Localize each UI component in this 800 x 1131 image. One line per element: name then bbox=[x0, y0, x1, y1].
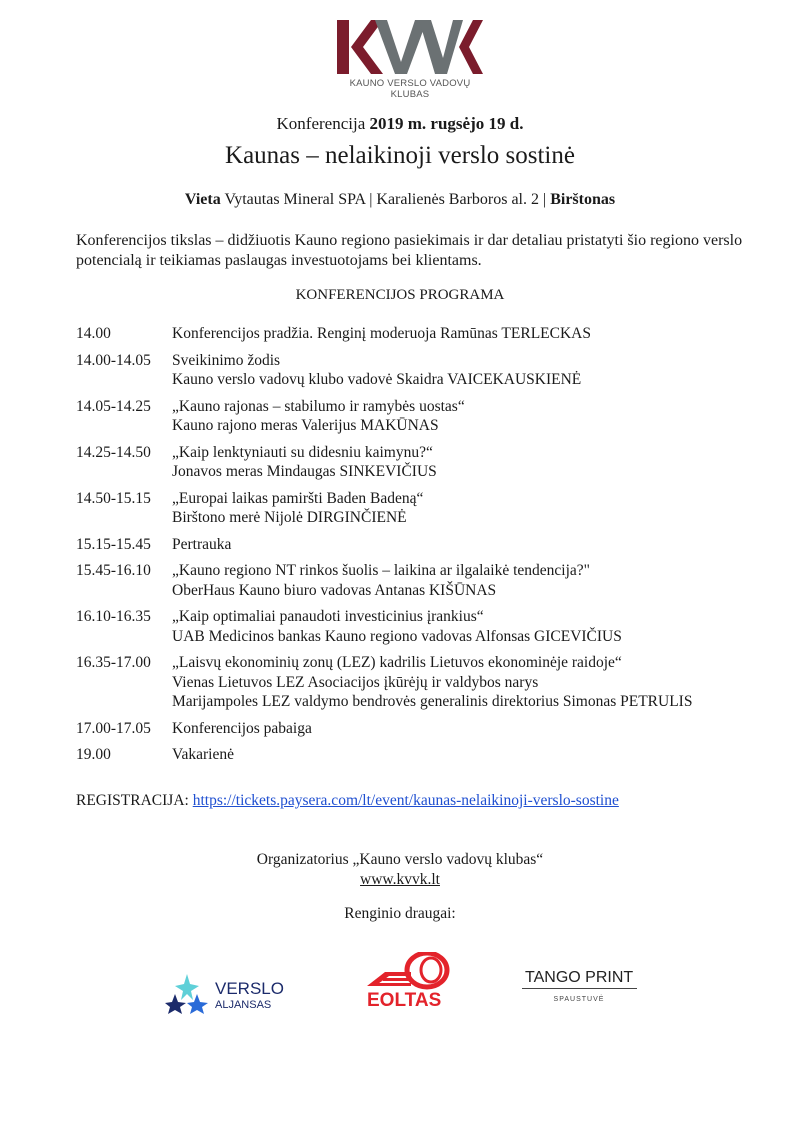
page-title: Kaunas – nelaikinoji verslo sostinė bbox=[225, 142, 575, 169]
agenda-line: „Europai laikas pamiršti Baden Badeną“ bbox=[172, 489, 424, 507]
agenda-description bbox=[172, 351, 776, 390]
agenda-line: Kauno rajono meras Valerijus MAKŪNAS bbox=[172, 417, 439, 434]
agenda-description bbox=[172, 607, 776, 646]
agenda-row bbox=[76, 535, 776, 555]
kvvk-logo-mark bbox=[335, 18, 485, 76]
agenda-description bbox=[172, 653, 776, 712]
agenda-row bbox=[76, 324, 776, 344]
agenda-line: Vienas Lietuvos LEZ Asociacijos įkūrėjų ir valdybos narys bbox=[172, 673, 539, 691]
agenda-description bbox=[172, 719, 776, 739]
agenda-row bbox=[76, 719, 776, 739]
friends-label: Renginio draugai: bbox=[344, 905, 456, 922]
agenda-list bbox=[76, 324, 776, 772]
agenda-time: 17.00-17.05 bbox=[76, 719, 151, 737]
agenda-time: 14.50-15.15 bbox=[76, 489, 151, 507]
agenda-line: OberHaus Kauno biuro vadovas Antanas KIŠŪNAS bbox=[172, 581, 497, 599]
agenda-description bbox=[172, 561, 776, 600]
sponsor-sub: ALJANSAS bbox=[215, 999, 272, 1011]
agenda-line: Marijampoles LEZ valdymo bendrovės generalinis direktorius Simonas PETRULIS bbox=[172, 693, 693, 710]
agenda-line: Birštono merė Nijolė DIRGINČIENĖ bbox=[172, 509, 407, 526]
agenda-time: 14.25-14.50 bbox=[76, 443, 151, 461]
agenda-line: Pertrauka bbox=[172, 535, 232, 553]
registration-label: REGISTRACIJA: bbox=[76, 792, 189, 809]
agenda-row bbox=[76, 397, 776, 436]
agenda-row bbox=[76, 561, 776, 600]
agenda-line: Vakarienė bbox=[172, 746, 234, 763]
agenda-time: 14.00 bbox=[76, 325, 111, 342]
intro-paragraph: Konferencijos tikslas – didžiuotis Kauno regiono pasiekimais ir dar detaliau pristatyti šio regiono verslo potencialą ir teikiamas paslaugas investuotojams bei klientams. bbox=[76, 232, 743, 269]
conference-date: 2019 m. rugsėjo 19 d. bbox=[369, 114, 524, 133]
organizer-website-link[interactable]: www.kvvk.lt bbox=[360, 871, 440, 888]
venue-text: Vytautas Mineral SPA | Karalienės Barboros al. 2 | bbox=[224, 191, 547, 208]
registration-line bbox=[76, 792, 619, 810]
agenda-line: Konferencijos pabaiga bbox=[172, 719, 312, 737]
registration-link[interactable]: https://tickets.paysera.com/lt/event/kaunas-nelaikinoji-verslo-sostine bbox=[192, 792, 619, 809]
agenda-row bbox=[76, 745, 776, 765]
kvvk-logo bbox=[335, 18, 485, 100]
agenda-line: Sveikinimo žodis bbox=[172, 351, 281, 369]
agenda-line: Konferencijos pradžia. Renginį moderuoja Ramūnas TERLECKAS bbox=[172, 325, 591, 342]
agenda-row bbox=[76, 653, 776, 712]
agenda-description bbox=[172, 397, 776, 436]
venue-city: Birštonas bbox=[550, 191, 616, 208]
agenda-time: 16.35-17.00 bbox=[76, 654, 151, 671]
organizer-text: Organizatorius „Kauno verslo vadovų klubas“ bbox=[256, 851, 544, 868]
venue-label: Vieta bbox=[184, 191, 221, 208]
agenda-description bbox=[172, 324, 776, 344]
agenda-time: 14.05-14.25 bbox=[76, 397, 151, 415]
agenda-line: „Kaip optimaliai panaudoti investicinius įrankius“ bbox=[172, 608, 484, 625]
agenda-time: 16.10-16.35 bbox=[76, 608, 151, 625]
agenda-line: Kauno verslo vadovų klubo vadovė Skaidra VAICEKAUSKIENĖ bbox=[172, 371, 582, 388]
sponsor-name: VERSLO bbox=[215, 979, 284, 998]
program-heading: KONFERENCIJOS PROGRAMA bbox=[295, 287, 505, 303]
agenda-time: 14.00-14.05 bbox=[76, 351, 151, 369]
conference-prefix: Konferencija bbox=[276, 114, 366, 133]
organizer-block bbox=[0, 850, 800, 890]
agenda-description bbox=[172, 745, 776, 765]
conference-date-line bbox=[0, 114, 800, 134]
agenda-row bbox=[76, 443, 776, 482]
agenda-row bbox=[76, 351, 776, 390]
agenda-description bbox=[172, 535, 776, 555]
agenda-line: UAB Medicinos bankas Kauno regiono vadovas Alfonsas GICEVIČIUS bbox=[172, 627, 622, 645]
agenda-description bbox=[172, 443, 776, 482]
logo-caption: KAUNO VERSLO VADOVŲ KLUBAS bbox=[349, 78, 471, 100]
agenda-description bbox=[172, 489, 776, 528]
sponsor-sub: SPAUSTUVĖ bbox=[553, 996, 605, 1003]
tire-icon bbox=[365, 952, 450, 1010]
sponsor-eoltas-logo bbox=[365, 952, 450, 1010]
agenda-row bbox=[76, 489, 776, 528]
agenda-time: 19.00 bbox=[76, 746, 111, 763]
tango-print-mark bbox=[522, 965, 637, 1005]
sponsor-versli-aljansas-logo bbox=[165, 972, 290, 1014]
sponsor-name: EOLTAS bbox=[367, 990, 442, 1010]
agenda-line: „Kauno regiono NT rinkos šuolis – laikina ar ilgalaikė tendencija?" bbox=[172, 562, 590, 579]
agenda-line: „Laisvų ekonominių zonų (LEZ) kadrilis Lietuvos ekonominėje raidoje“ bbox=[172, 654, 622, 671]
agenda-time: 15.45-16.10 bbox=[76, 562, 151, 579]
agenda-line: „Kauno rajonas – stabilumo ir ramybės uostas“ bbox=[172, 397, 465, 415]
agenda-time: 15.15-15.45 bbox=[76, 535, 151, 553]
venue-line bbox=[0, 191, 800, 209]
sponsor-tango-print-logo bbox=[522, 965, 637, 1005]
sponsor-name: TANGO PRINT bbox=[525, 969, 634, 986]
agenda-line: Jonavos meras Mindaugas SINKEVIČIUS bbox=[172, 463, 437, 480]
star-cluster-icon bbox=[165, 972, 290, 1014]
agenda-row bbox=[76, 607, 776, 646]
agenda-line: „Kaip lenktyniauti su didesniu kaimynu?“ bbox=[172, 443, 433, 461]
